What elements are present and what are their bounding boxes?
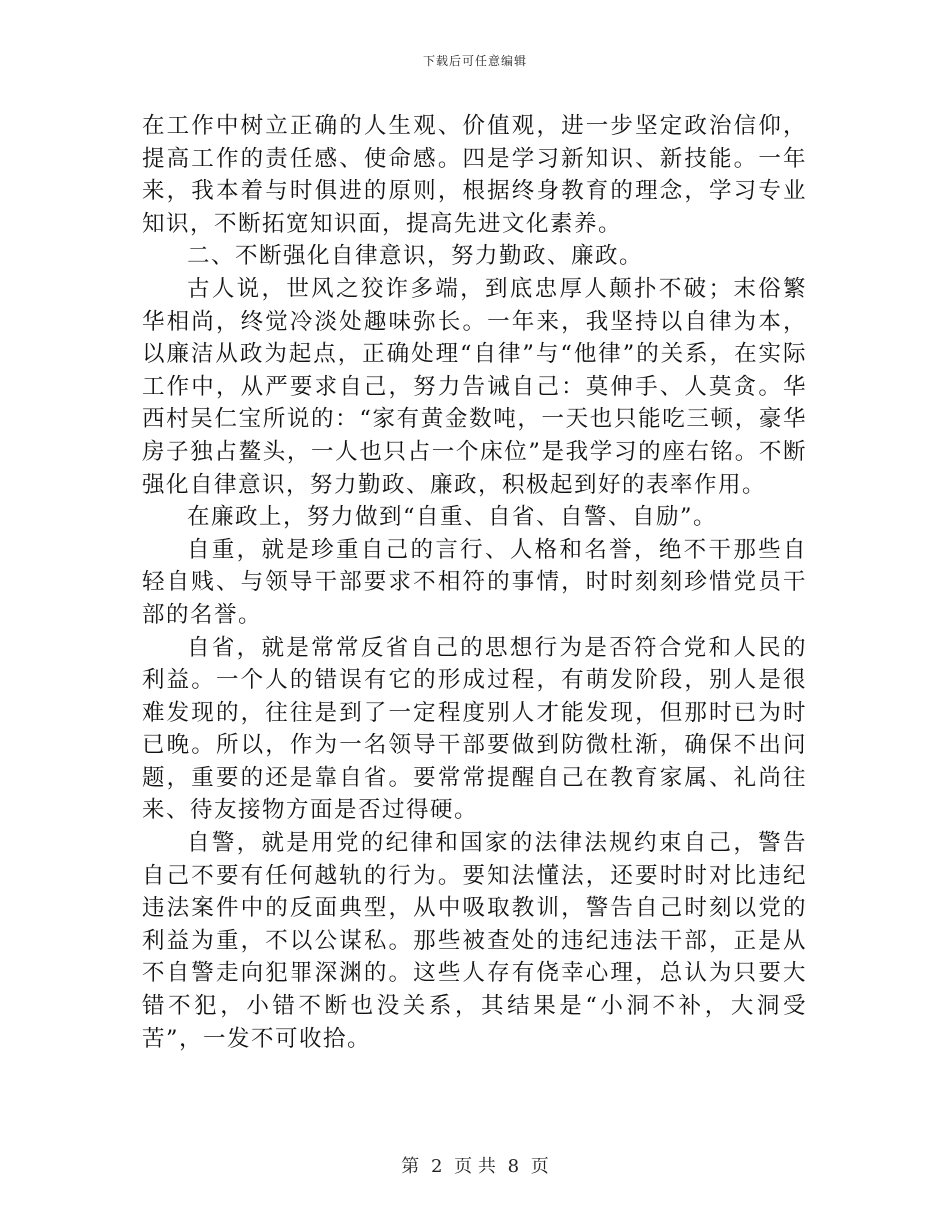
footer-suffix: 页 — [530, 1156, 549, 1177]
paragraph-3: 古人说，世风之狡诈多端，到底忠厚人颠扑不破；末俗繁华相尚，终觉冷淡处趣味弥长。一年来，我坚持以自律为本，以廉洁从政为起点，正确处理“自律”与“他律”的关系，在实际工作中，从严要求自己，努力告诫自己：莫伸手、人莫贪。华西村吴仁宝所说的：“家有黄金数吨，一天也只能吃三顿，豪华房子独占鳌头，一人也只占一个床位”是我学习的座右铭。不断强化自律意识，努力勤政、廉政，积极起到好的表率作用。 — [142, 275, 807, 498]
current-page-number: 2 — [430, 1156, 443, 1177]
page-header: 下载后可任意编辑 — [422, 54, 527, 68]
paragraph-2-section-heading: 二、不断强化自律意识，努力勤政、廉政。 — [187, 243, 644, 270]
footer-prefix: 第 — [401, 1156, 420, 1177]
paragraph-1: 在工作中树立正确的人生观、价值观，进一步坚定政治信仰，提高工作的责任感、使命感。四是学习新知识、新技能。一年来，我本着与时俱进的原则，根据终身教育的理念，学习专业知识，不断拓宽知识面，提高先进文化素养。 — [142, 113, 807, 237]
paragraph-6-self-reflection: 自省，就是常常反省自己的思想行为是否符合党和人民的利益。一个人的错误有它的形成过程，有萌发阶段，别人是很难发现的，往往是到了一定程度别人才能发现，但那时已为时已晚。所以，作为一名领导干部要做到防微杜渐，确保不出问题，重要的还是靠自省。要常常提醒自己在教育家属、礼尚往来、待友接物方面是否过得硬。 — [142, 634, 807, 824]
paragraph-5-self-respect: 自重，就是珍重自己的言行、人格和名誉，绝不干那些自轻自贱、与领导干部要求不相符的事情，时时刻刻珍惜党员干部的名誉。 — [142, 536, 807, 628]
total-page-count: 8 — [507, 1156, 520, 1177]
paragraph-7-self-warning: 自警，就是用党的纪律和国家的法律法规约束自己，警告自己不要有任何越轨的行为。要知法懂法，还要时时对比违纪违法案件中的反面典型，从中吸取教训，警告自己时刻以党的利益为重，不以公谋私。那些被查处的违纪违法干部，正是从不自警走向犯罪深渊的。这些人存有侥幸心理，总认为只要大错不犯，小错不断也没关系，其结果是“小洞不补，大洞受苦”，一发不可收拾。 — [142, 830, 807, 1052]
footer-middle: 页 共 — [454, 1156, 496, 1177]
paragraph-4: 在廉政上，努力做到“自重、自省、自警、自励”。 — [187, 504, 718, 531]
page-footer — [0, 1152, 950, 1178]
document-body — [142, 110, 807, 1055]
